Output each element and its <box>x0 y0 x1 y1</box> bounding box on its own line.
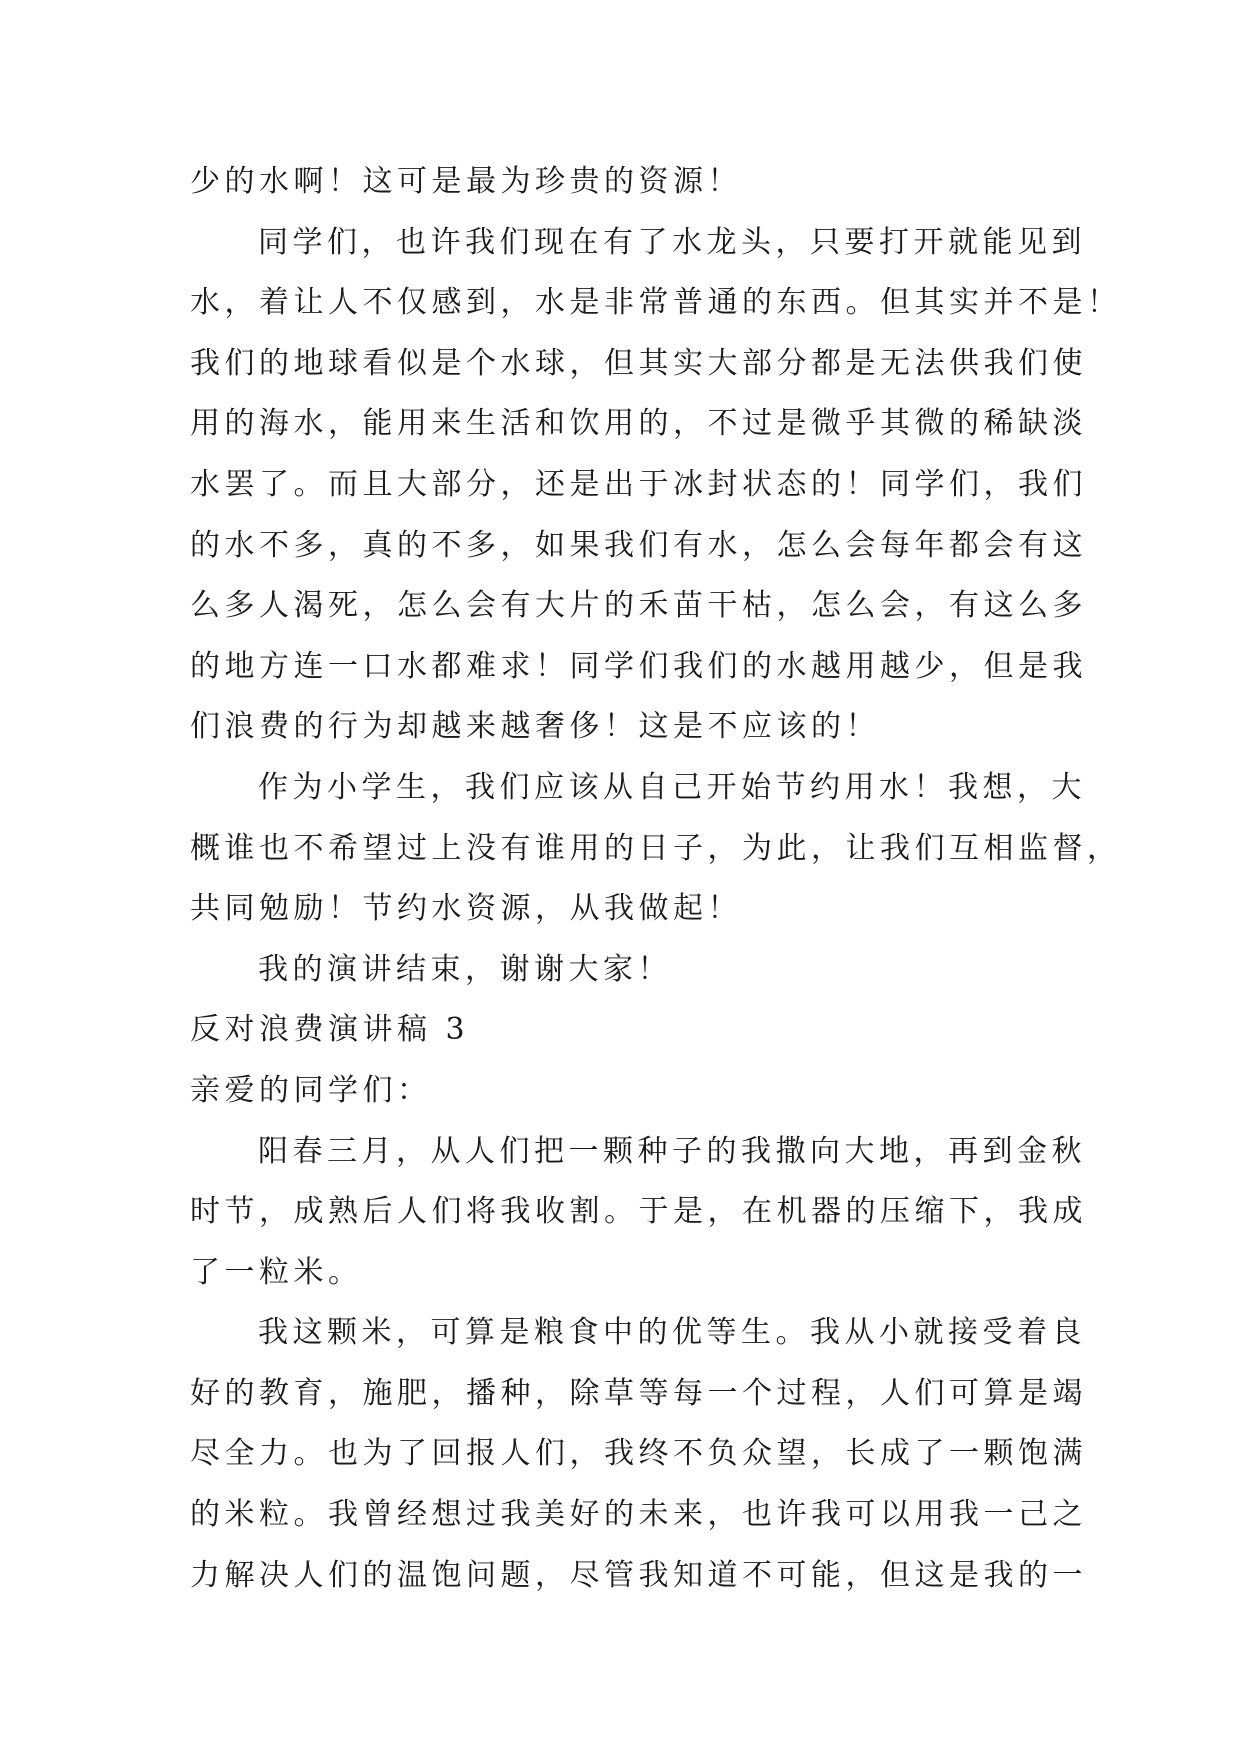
text-line: 的水不多，真的不多，如果我们有水，怎么会每年都会有这 <box>190 527 1087 563</box>
text-line: 么多人渴死，怎么会有大片的禾苗干枯，怎么会，有这么多 <box>190 588 1087 624</box>
text-line: 的米粒。我曾经想过我美好的未来，也许我可以用我一己之 <box>190 1497 1087 1533</box>
text-line: 我们的地球看似是个水球，但其实大部分都是无法供我们使 <box>190 345 1087 381</box>
text-line: 时节，成熟后人们将我收割。于是，在机器的压缩下，我成 <box>190 1194 1087 1230</box>
text-line: 少的水啊！这可是最为珍贵的资源！ <box>190 164 742 199</box>
paragraph-start-line: 阳春三月，从人们把一颗种子的我撒向大地，再到金秋 <box>258 1133 1086 1169</box>
salutation: 亲爱的同学们： <box>190 1072 432 1108</box>
paragraph-start-line: 我的演讲结束，谢谢大家！ <box>258 951 672 987</box>
text-line: 共同勉励！节约水资源，从我做起！ <box>190 891 742 927</box>
paragraph-start-line: 同学们，也许我们现在有了水龙头，只要打开就能见到 <box>258 224 1086 260</box>
text-line: 好的教育，施肥，播种，除草等每一个过程，人们可算是竭 <box>190 1375 1087 1411</box>
text-line: 们浪费的行为却越来越奢侈！这是不应该的！ <box>190 709 880 745</box>
text-line: 了一粒米。 <box>190 1254 363 1290</box>
text-line: 概谁也不希望过上没有谁用的日子，为此，让我们互相监督， <box>190 830 1122 866</box>
text-line: 尽全力。也为了回报人们，我终不负众望，长成了一颗饱满 <box>190 1436 1087 1472</box>
paragraph-start-line: 我这颗米，可算是粮食中的优等生。我从小就接受着良 <box>258 1315 1086 1351</box>
section-title: 反对浪费演讲稿 3 <box>190 1012 470 1048</box>
text-line: 的地方连一口水都难求！同学们我们的水越用越少，但是我 <box>190 648 1087 684</box>
text-line: 力解决人们的温饱问题，尽管我知道不可能，但这是我的一 <box>190 1557 1087 1593</box>
text-line: 水罢了。而且大部分，还是出于冰封状态的！同学们，我们 <box>190 466 1087 502</box>
paragraph-start-line: 作为小学生，我们应该从自己开始节约用水！我想，大 <box>258 769 1086 805</box>
document-body <box>190 152 1122 1606</box>
text-line: 用的海水，能用来生活和饮用的，不过是微乎其微的稀缺淡 <box>190 406 1087 442</box>
text-line: 水，着让人不仅感到，水是非常普通的东西。但其实并不是！ <box>190 285 1122 321</box>
